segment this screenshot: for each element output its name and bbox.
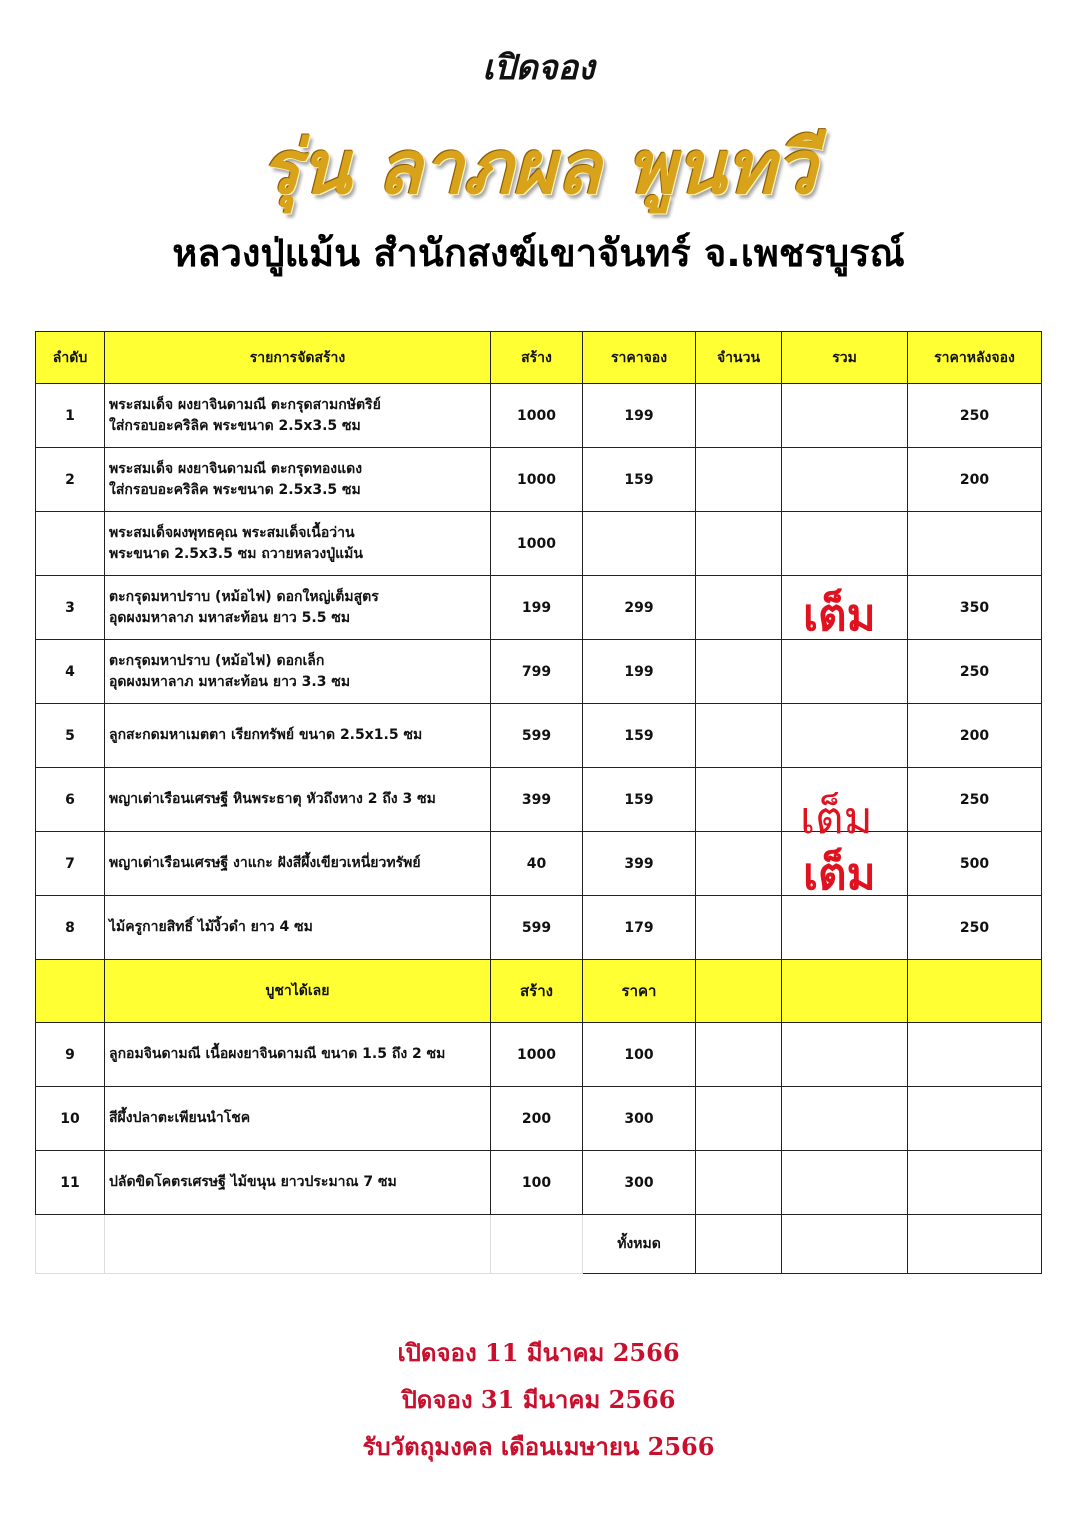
row-price-after: 250 [908,640,1042,704]
row-price: 399 [583,832,696,896]
row-built: 599 [491,896,583,960]
row-price-after [908,1151,1042,1215]
row-item: ปลัดขิดโคตรเศรษฐี ไม้ขนุน ยาวประมาณ 7 ซม [105,1151,491,1215]
item-line-1: พระสมเด็จ ผงยาจินดามณี ตะกรุดสามกษัตริย์ [109,396,381,413]
item-line-1: ไม้ครูกายสิทธิ์ ไม้งิ้วดำ ยาว 4 ซม [109,919,313,935]
item-line-1: พญาเต่าเรือนเศรษฐี งาแกะ ฝังสีผึ้งเขียวเหนี่ยวทรัพย์ [109,855,421,871]
row-quantity-cell[interactable] [696,896,782,960]
row-no: 6 [36,768,105,832]
row-built: 199 [491,576,583,640]
sold-out-stamp: เต็ม [800,793,873,844]
pre-title: เปิดจอง [482,48,595,88]
row-no: 7 [36,832,105,896]
row-built: 40 [491,832,583,896]
row-quantity-cell[interactable] [696,704,782,768]
row-price: 300 [583,1151,696,1215]
sold-out-stamp: เต็ม [803,849,876,900]
row-total-cell [782,512,908,576]
row-total-cell [782,1023,908,1087]
table-row [36,768,1042,832]
section-header-label: บูชาได้เลย [105,960,491,1023]
row-price: 159 [583,768,696,832]
table-row [36,704,1042,768]
total-empty [491,1215,583,1274]
row-no: 10 [36,1087,105,1151]
table-row [36,896,1042,960]
row-built: 599 [491,704,583,768]
section-header-empty [908,960,1042,1023]
section-header-empty [36,960,105,1023]
row-item: สีผึ้งปลาตะเพียนนำโชค [105,1087,491,1151]
row-built: 100 [491,1151,583,1215]
row-item [105,768,491,832]
row-price: 100 [583,1023,696,1087]
row-no: 8 [36,896,105,960]
row-price: 179 [583,896,696,960]
sold-out-stamp: เต็ม [803,590,876,641]
row-no: 9 [36,1023,105,1087]
main-title: รุ่น ลาภผล พูนทวี [260,125,817,211]
row-built: 1000 [491,1023,583,1087]
col-header-no: ลำดับ [36,332,105,384]
row-price-after: 250 [908,384,1042,448]
section-header-empty [782,960,908,1023]
row-quantity-cell[interactable] [696,512,782,576]
col-header-quantity: จำนวน [696,332,782,384]
row-no: 4 [36,640,105,704]
row-no: 2 [36,448,105,512]
total-sum-cell [782,1215,908,1274]
row-quantity-cell[interactable] [696,1087,782,1151]
row-item [105,640,491,704]
row-total-cell [782,384,908,448]
row-no: 11 [36,1151,105,1215]
order-table [35,331,1042,1274]
row-item: ลูกอมจินดามณี เนื้อผงยาจินดามณี ขนาด 1.5 ถึง 2 ซม [105,1023,491,1087]
row-no: 1 [36,384,105,448]
col-header-total: รวม [782,332,908,384]
row-price-after [908,1087,1042,1151]
row-quantity-cell[interactable] [696,576,782,640]
footer-open-date: เปิดจอง 11 มีนาคม 2566 [397,1338,680,1367]
table-row [36,448,1042,512]
row-quantity-cell[interactable] [696,1023,782,1087]
table-row [36,384,1042,448]
row-item [105,448,491,512]
row-item [105,384,491,448]
row-item [105,704,491,768]
row-no: 3 [36,576,105,640]
row-price: 299 [583,576,696,640]
item-line-2: พระขนาด 2.5x3.5 ซม ถวายหลวงปู่แม้น [109,545,363,562]
total-row [36,1215,1042,1274]
row-price: 300 [583,1087,696,1151]
item-line-1: ตะกรุดมหาปราบ (หม้อไฟ) ดอกใหญ่เต็มสูตร [109,588,379,605]
section-header-empty [696,960,782,1023]
total-empty [105,1215,491,1274]
row-built: 1000 [491,512,583,576]
total-quantity-cell[interactable] [696,1215,782,1274]
row-built: 799 [491,640,583,704]
row-price-after: 250 [908,896,1042,960]
footer-close-date: ปิดจอง 31 มีนาคม 2566 [401,1385,676,1414]
col-header-price: ราคาจอง [583,332,696,384]
row-price: 199 [583,640,696,704]
row-item [105,576,491,640]
table-row [36,640,1042,704]
table-row [36,1151,1042,1215]
footer-pickup-date: รับวัตถุมงคล เดือนเมษายน 2566 [362,1432,715,1461]
item-line-1: ลูกสะกดมหาเมตตา เรียกทรัพย์ ขนาด 2.5x1.5 ซม [109,727,423,743]
item-line-1: พระสมเด็จผงพุทธคุณ พระสมเด็จเนื้อว่าน [109,524,355,541]
item-line-2: อุดผงมหาลาภ มหาสะท้อน ยาว 3.3 ซม [109,673,351,690]
row-total-cell [782,1151,908,1215]
row-price [583,512,696,576]
item-line-1: พญาเต่าเรือนเศรษฐี หินพระธาตุ หัวถึงหาง 2 ถึง 3 ซม [109,791,436,807]
table-row [36,832,1042,896]
section-header-built: สร้าง [491,960,583,1023]
item-line-2: ใส่กรอบอะคริลิค พระขนาด 2.5x3.5 ซม [109,481,361,498]
row-total-cell [782,704,908,768]
row-price-after: 250 [908,768,1042,832]
table-row [36,1023,1042,1087]
total-label: ทั้งหมด [583,1215,696,1274]
row-price: 159 [583,448,696,512]
table-row [36,1087,1042,1151]
row-total-cell [782,448,908,512]
table-row [36,512,1042,576]
row-item [105,896,491,960]
item-line-1: พระสมเด็จ ผงยาจินดามณี ตะกรุดทองแดง [109,460,363,477]
row-price-after: 200 [908,704,1042,768]
row-price-after: 350 [908,576,1042,640]
row-price: 159 [583,704,696,768]
item-line-2: ใส่กรอบอะคริลิค พระขนาด 2.5x3.5 ซม [109,417,361,434]
row-price-after: 200 [908,448,1042,512]
row-total-cell [782,640,908,704]
row-price-after: 500 [908,832,1042,896]
total-empty [908,1215,1042,1274]
row-no: 5 [36,704,105,768]
row-quantity-cell[interactable] [696,1151,782,1215]
row-built: 1000 [491,448,583,512]
col-header-item: รายการจัดสร้าง [105,332,491,384]
row-item [105,512,491,576]
subtitle: หลวงปู่แม้น สำนักสงฆ์เขาจันทร์ จ.เพชรบูรณ์ [172,231,905,275]
section-header-row [36,960,1042,1023]
table-header-row [36,332,1042,384]
row-built: 200 [491,1087,583,1151]
col-header-built: สร้าง [491,332,583,384]
total-empty [36,1215,105,1274]
row-price-after [908,1023,1042,1087]
row-total-cell [782,1087,908,1151]
col-header-price-after: ราคาหลังจอง [908,332,1042,384]
item-line-2: อุดผงมหาลาภ มหาสะท้อน ยาว 5.5 ซม [109,609,351,626]
row-quantity-cell[interactable] [696,448,782,512]
row-quantity-cell[interactable] [696,384,782,448]
row-quantity-cell[interactable] [696,640,782,704]
row-item [105,832,491,896]
section-header-price: ราคา [583,960,696,1023]
row-built: 399 [491,768,583,832]
table-row [36,576,1042,640]
row-quantity-cell[interactable] [696,768,782,832]
row-price: 199 [583,384,696,448]
row-price-after [908,512,1042,576]
item-line-1: ตะกรุดมหาปราบ (หม้อไฟ) ดอกเล็ก [109,652,325,669]
row-built: 1000 [491,384,583,448]
row-quantity-cell[interactable] [696,832,782,896]
row-no [36,512,105,576]
row-total-cell [782,896,908,960]
